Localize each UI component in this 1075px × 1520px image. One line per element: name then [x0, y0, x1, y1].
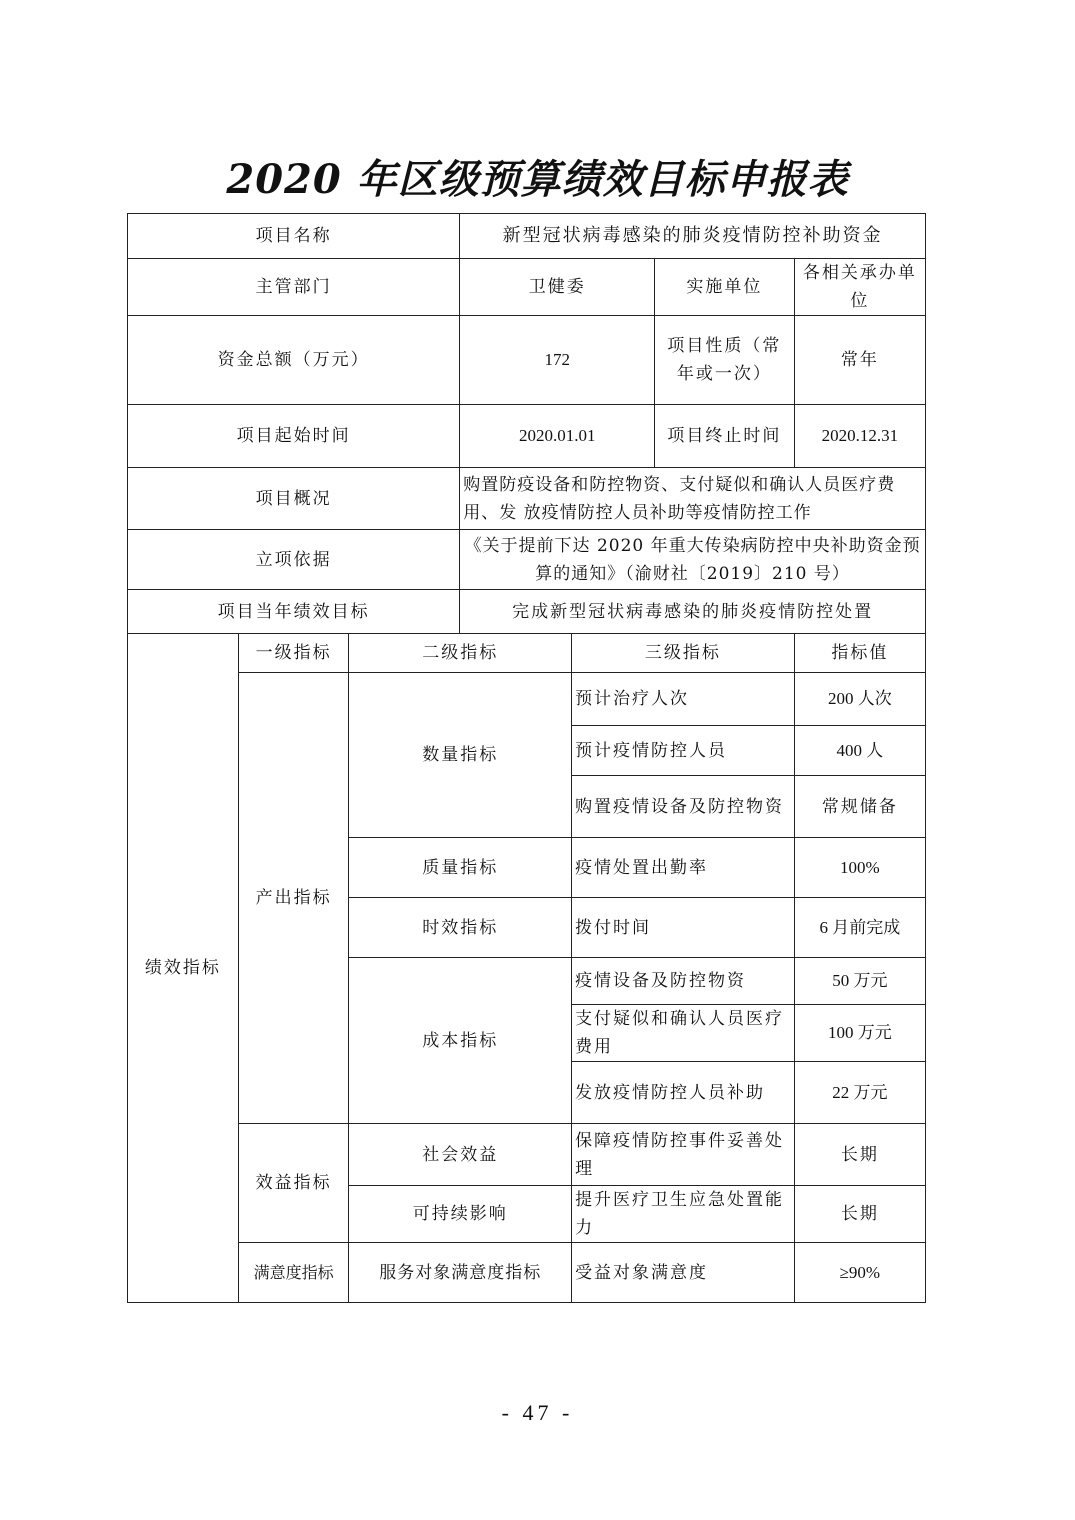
- end-label: 项目终止时间: [667, 426, 782, 446]
- indicator-value: 长期: [794, 1124, 925, 1186]
- goal-value: 完成新型冠状病毒感染的肺炎疫情防控处置: [460, 590, 926, 634]
- overview-value: 购置防疫设备和防控物资、支付疑似和确认人员医疗费用、发 放疫情防控人员补助等疫情防控工作: [460, 468, 926, 530]
- indicator-value: 常规储备: [794, 776, 925, 838]
- level2-service: 服务对象满意度指标: [349, 1243, 572, 1303]
- row-department: [128, 259, 926, 316]
- level3-name: 拨付时间: [572, 898, 795, 958]
- level2-social: 社会效益: [349, 1124, 572, 1186]
- dept-value: 卫健委: [460, 259, 655, 315]
- basis-label: 立项依据: [128, 530, 460, 590]
- level3-name: 提升医疗卫生应急处置能力: [572, 1186, 795, 1243]
- indicator-value: 50 万元: [794, 958, 925, 1005]
- level1-benefit: 效益指标: [238, 1124, 349, 1243]
- level2-timeliness: 时效指标: [349, 898, 572, 958]
- header-level1: 一级指标: [238, 634, 349, 673]
- nature-value: 常年: [794, 316, 925, 405]
- indicator-value: 长期: [794, 1186, 925, 1243]
- level3-name: 预计治疗人次: [572, 673, 795, 726]
- table-row: [128, 673, 926, 726]
- level3-name: 预计疫情防控人员: [572, 726, 795, 776]
- indicator-value: 200 人次: [794, 673, 925, 726]
- row-basis: [128, 530, 926, 590]
- dept-label: 主管部门: [128, 259, 460, 316]
- start-label: 项目起始时间: [128, 405, 460, 468]
- level3-name: 疫情处置出勤率: [572, 838, 795, 898]
- row-dates: [128, 405, 926, 468]
- indicator-value: 100 万元: [794, 1005, 925, 1062]
- dates-cell: [460, 405, 794, 468]
- level3-name: 支付疑似和确认人员医疗费用: [572, 1005, 795, 1062]
- start-value: 2020.01.01: [460, 405, 655, 467]
- level2-quantity: 数量指标: [349, 673, 572, 838]
- nature-label: 项目性质（常年或一次）: [667, 336, 782, 384]
- goal-label: 项目当年绩效目标: [128, 590, 460, 634]
- basis-value: 《关于提前下达 2020 年重大传染病防控中央补助资金预算的通知》（渝财社〔2019〕210 号）: [460, 530, 926, 590]
- overview-label: 项目概况: [128, 468, 460, 530]
- section-label: 绩效指标: [128, 634, 239, 1303]
- page-number: - 47 -: [501, 1400, 574, 1425]
- level2-sustainable: 可持续影响: [349, 1186, 572, 1243]
- row-fund: [128, 316, 926, 405]
- indicator-value: 22 万元: [794, 1062, 925, 1124]
- table-row: [128, 1124, 926, 1186]
- end-value: 2020.12.31: [794, 405, 925, 468]
- level3-name: 购置疫情设备及防控物资: [572, 776, 795, 838]
- page-title: 2020 年区级预算绩效目标申报表: [226, 156, 849, 203]
- indicator-value: 400 人: [794, 726, 925, 776]
- project-name-label: 项目名称: [128, 214, 460, 259]
- fund-value: 172: [460, 316, 655, 404]
- project-name-value: 新型冠状病毒感染的肺炎疫情防控补助资金: [460, 214, 926, 259]
- level1-output: 产出指标: [238, 673, 349, 1124]
- indicator-header-row: [128, 634, 926, 673]
- header-value: 指标值: [794, 634, 925, 673]
- level3-name: 疫情设备及防控物资: [572, 958, 795, 1005]
- indicator-value: 6 月前完成: [794, 898, 925, 958]
- fund-nature-cell: [460, 316, 794, 405]
- row-goal: [128, 590, 926, 634]
- header-level2: 二级指标: [349, 634, 572, 673]
- budget-performance-table: [127, 213, 926, 1303]
- table-row: [128, 1243, 926, 1303]
- fund-label: 资金总额（万元）: [128, 316, 460, 405]
- impl-value: 各相关承办单位: [794, 259, 925, 316]
- level2-quality: 质量指标: [349, 838, 572, 898]
- header-level3: 三级指标: [572, 634, 795, 673]
- indicator-value: ≥90%: [794, 1243, 925, 1303]
- level3-name: 保障疫情防控事件妥善处理: [572, 1124, 795, 1186]
- dept-impl-cell: [460, 259, 794, 316]
- row-overview: [128, 468, 926, 530]
- level2-cost: 成本指标: [349, 958, 572, 1124]
- impl-label: 实施单位: [686, 277, 763, 297]
- level3-name: 发放疫情防控人员补助: [572, 1062, 795, 1124]
- level3-name: 受益对象满意度: [572, 1243, 795, 1303]
- level1-satisfaction: 满意度指标: [238, 1243, 349, 1303]
- row-project-name: [128, 214, 926, 259]
- indicator-value: 100%: [794, 838, 925, 898]
